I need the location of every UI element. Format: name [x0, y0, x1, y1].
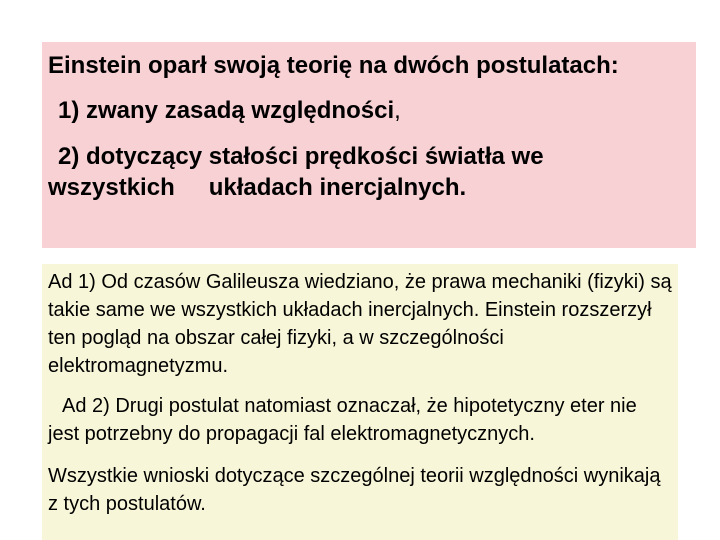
postulate-2	[48, 141, 690, 203]
postulate-1	[48, 95, 690, 126]
explanation-ad-1: Ad 1) Od czasów Galileusza wiedziano, że prawa mechaniki (fizyki) są takie same we wszystkich układach inercjalnych. Einstein rozszerzył ten pogląd na obszar całej fizyki, a w szczególności elektromagnetyzmu.	[48, 271, 672, 377]
postulate-1-text: 1) zwany zasadą względności	[58, 97, 395, 124]
postulate-2-line-2	[48, 172, 690, 203]
postulate-1-comma: ,	[394, 97, 401, 124]
postulate-2-line-2-b: układach inercjalnych.	[208, 174, 467, 201]
explanation-ad-2	[48, 392, 672, 448]
explanation-box	[42, 264, 678, 540]
postulates-intro: Einstein oparł swoją teorię na dwóch postulatach:	[48, 52, 619, 79]
postulate-2-line-1: 2) dotyczący stałości prędkości światła we	[58, 143, 544, 170]
explanation-ad-2-text: Ad 2) Drugi postulat natomiast oznaczał, że hipotetyczny eter nie jest potrzebny do propagacji fal elektromagnetycznych.	[48, 395, 637, 445]
explanation-conclusion: Wszystkie wnioski dotyczące szczególnej teorii względności wynikają z tych postulatów.	[48, 465, 661, 515]
postulates-box	[42, 42, 696, 248]
postulate-2-line-2-a: wszystkich	[48, 174, 175, 201]
